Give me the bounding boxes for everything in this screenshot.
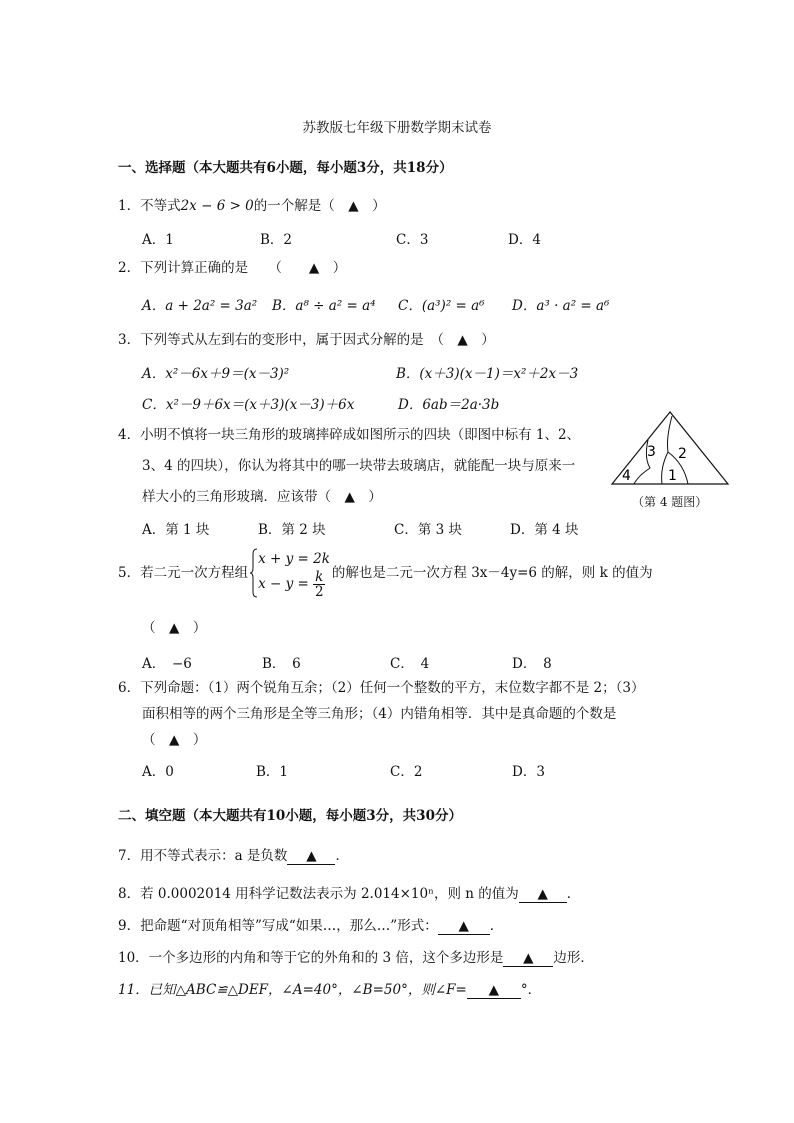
fig-label-4: 4 — [622, 468, 631, 484]
q2-option-a: A．a + 2a² = 3a² — [142, 298, 258, 314]
q10-pre: 10．一个多边形的内角和等于它的外角和的 3 倍，这个多边形是 — [118, 950, 504, 966]
q5-pre: 5．若二元一次方程组 — [118, 565, 249, 581]
fig-label-3: 3 — [647, 444, 656, 460]
section-heading-fill: 二、填空题（本大题共有10小题，每小题3分，共30分） — [118, 808, 462, 824]
q6-option-b: B．1 — [256, 764, 289, 780]
fig-label-2: 2 — [678, 446, 687, 462]
q1-options — [142, 228, 702, 248]
q10-answer-blank[interactable]: ▲ — [503, 950, 553, 967]
question-8 — [118, 884, 580, 904]
q11-answer-blank[interactable]: ▲ — [467, 982, 521, 999]
q5-option-a: A． −6 — [142, 656, 192, 672]
q5-post: 的解也是二元一次方程 3x－4y=6 的解，则 k 的值为 — [331, 565, 653, 581]
question-11 — [118, 980, 541, 1000]
q7-post: ． — [335, 848, 349, 864]
q6-option-c: C．2 — [390, 764, 423, 780]
equation-2 — [258, 570, 330, 598]
q3-options-row1 — [142, 362, 702, 382]
question-1 — [118, 196, 386, 216]
q3-option-b: B．(x＋3)(x－1)＝x²＋2x－3 — [396, 366, 579, 382]
q2-option-c: C．(a³)² = a⁶ — [398, 298, 485, 314]
q3-option-d: D．6ab＝2a·3b — [398, 397, 500, 413]
q1-pre: 1．不等式 — [118, 198, 181, 214]
fraction-numerator: k — [315, 569, 324, 585]
q1-option-c: C．3 — [396, 232, 429, 248]
question-5 — [118, 548, 653, 598]
question-4-line2: 3、4 的四块），你认为将其中的哪一块带去玻璃店，就能配一块与原来一 — [142, 458, 576, 474]
q2-options — [142, 294, 702, 314]
q4-option-c: C．第 3 块 — [394, 522, 463, 538]
q1-post: 的一个解是（ ▲ ） — [253, 198, 386, 214]
q2-option-d: D．a³ · a² = a⁶ — [512, 298, 610, 314]
question-4-line1: 4．小明不慎将一块三角形的玻璃摔碎成如图所示的四块（即图中标有 1、2、 — [118, 427, 581, 443]
fig-label-1: 1 — [668, 468, 677, 484]
q8-post: ． — [566, 886, 581, 902]
q7-pre: 7．用不等式表示：a 是负数 — [118, 848, 288, 864]
q4-option-a: A．第 1 块 — [142, 522, 210, 538]
question-7 — [118, 846, 349, 866]
question-6-line1: 6．下列命题：（1）两个锐角互余；（2）任何一个整数的平方，末位数字都不是 2；（3） — [118, 680, 645, 696]
q8-answer-blank[interactable]: ▲ — [519, 886, 567, 903]
q9-answer-blank[interactable]: ▲ — [438, 918, 490, 935]
q3-option-c: C．x²－9＋6x＝(x＋3)(x－3)＋6x — [142, 397, 355, 413]
q6-option-a: A．0 — [142, 764, 174, 780]
fraction-k-over-2 — [313, 570, 325, 599]
q4-option-b: B．第 2 块 — [258, 522, 326, 538]
q1-option-d: D．4 — [508, 232, 541, 248]
q9-pre: 9．把命题“对顶角相等”写成“如果…，那么…”形式： — [118, 918, 438, 934]
q11-post: °． — [520, 982, 542, 998]
page-title: 苏教版七年级下册数学期末试卷 — [302, 120, 492, 136]
q5-option-d: D． 8 — [512, 656, 552, 672]
question-9 — [118, 916, 503, 936]
q2-option-b: B．a⁸ ÷ a² = a⁴ — [272, 298, 376, 314]
q3-option-a: A．x²－6x＋9＝(x－3)² — [142, 366, 290, 382]
equation-system — [250, 548, 330, 598]
q4-option-d: D．第 4 块 — [510, 522, 579, 538]
question-3: 3．下列等式从左到右的变形中，属于因式分解的是 （ ▲ ） — [118, 332, 495, 348]
figure-caption: （第 4 题图） — [632, 495, 708, 509]
q7-answer-blank[interactable]: ▲ — [287, 848, 335, 865]
q5-option-b: B． 6 — [262, 656, 301, 672]
q5-option-c: C． 4 — [390, 656, 430, 672]
fraction-denominator: 2 — [314, 584, 324, 600]
question-6-line2: 面积相等的两个三角形是全等三角形；（4）内错角相等．其中是真命题的个数是 — [142, 706, 617, 722]
q9-post: ． — [489, 918, 504, 934]
q6-option-d: D．3 — [512, 764, 545, 780]
q1-option-b: B．2 — [260, 232, 293, 248]
section-heading-choice: 一、选择题（本大题共有6小题，每小题3分，共18分） — [118, 160, 453, 176]
equation-2-left: x − y = — [258, 576, 309, 592]
q11-pre: 11．已知△ABC≌△DEF，∠A=40°，∠B=50°，则∠F= — [118, 982, 467, 998]
question-10 — [118, 948, 594, 968]
q10-post: 边形． — [553, 950, 594, 966]
q1-option-a: A．1 — [142, 232, 174, 248]
equation-1: x + y = 2k — [258, 551, 330, 567]
q4-options — [142, 518, 702, 538]
left-brace-icon — [250, 548, 258, 598]
question-4-line3: 样大小的三角形玻璃．应该带（ ▲ ） — [142, 489, 382, 505]
q6-options — [142, 760, 702, 780]
q1-expression: 2x − 6 > 0 — [180, 198, 254, 214]
q5-answer-paren: （ ▲ ） — [142, 620, 207, 636]
question-6-line3: （ ▲ ） — [142, 732, 207, 748]
question-2: 2．下列计算正确的是 （ ▲ ） — [118, 260, 347, 276]
q5-options — [142, 652, 702, 672]
q8-pre: 8．若 0.0002014 用科学记数法表示为 2.014×10ⁿ，则 n 的值为 — [118, 886, 519, 902]
